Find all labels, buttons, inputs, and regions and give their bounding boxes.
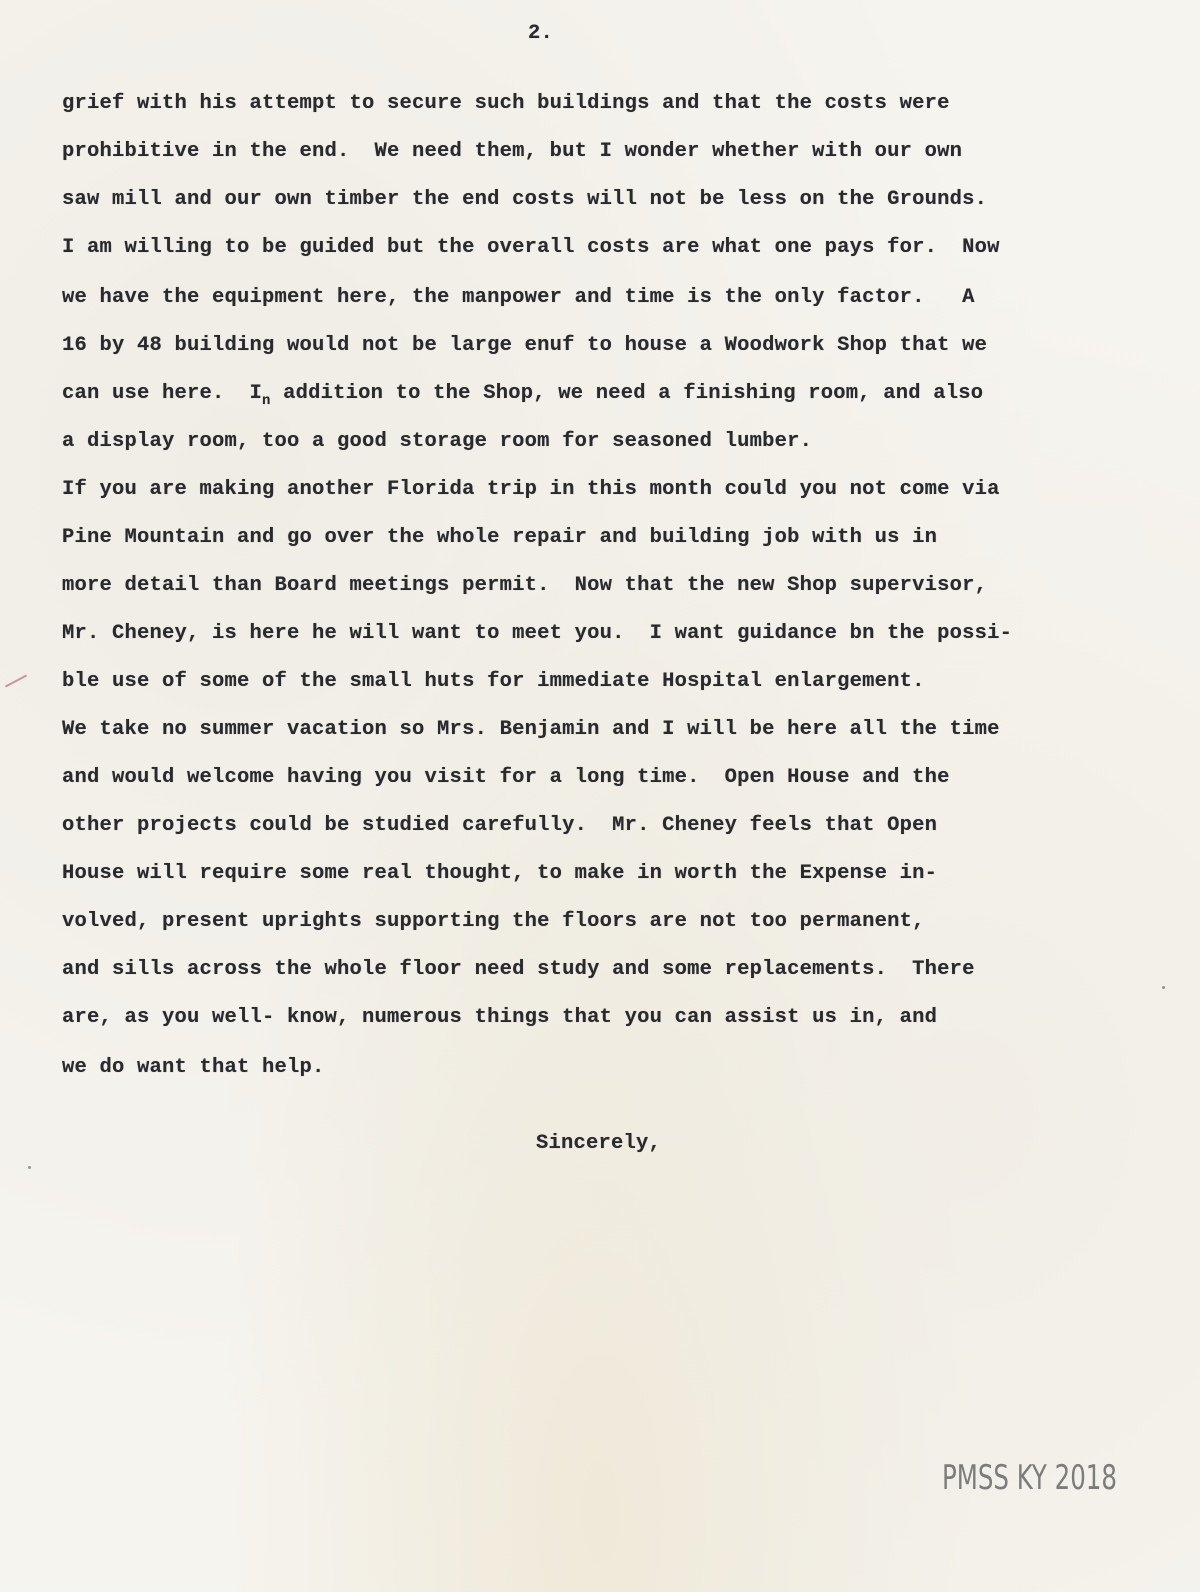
body-line: are, as you well- know, numerous things that you can assist us in, and bbox=[62, 1006, 938, 1029]
body-line-start: can use here. bbox=[62, 382, 250, 405]
body-line: I am willing to be guided but the overall costs are what one pays for. Now bbox=[62, 236, 1000, 259]
body-line: we have the equipment here, the manpower and time is the only factor. A bbox=[62, 286, 975, 309]
body-line: 16 by 48 building would not be large enuf to house a Woodwork Shop that we bbox=[62, 334, 988, 357]
body-line: volved, present uprights supporting the floors are not too permanent, bbox=[62, 910, 925, 933]
paper-speck bbox=[28, 1166, 31, 1169]
body-line: more detail than Board meetings permit. Now that the new Shop supervisor, bbox=[62, 574, 988, 597]
body-line: Mr. Cheney, is here he will want to meet you. I want guidance bn the possi- bbox=[62, 622, 1013, 645]
page-number: 2. bbox=[528, 22, 554, 45]
body-line: and would welcome having you visit for a long time. Open House and the bbox=[62, 766, 950, 789]
body-line: saw mill and our own timber the end costs will not be less on the Grounds. bbox=[62, 188, 988, 211]
body-line: other projects could be studied carefully. Mr. Cheney feels that Open bbox=[62, 814, 938, 837]
typo-capital-i: I bbox=[249, 382, 263, 405]
body-line: prohibitive in the end. We need them, but I wonder whether with our own bbox=[62, 140, 963, 163]
body-line bbox=[62, 382, 983, 409]
paper-speck bbox=[1162, 986, 1165, 989]
body-line: we do want that help. bbox=[62, 1056, 325, 1079]
body-line: grief with his attempt to secure such buildings and that the costs were bbox=[62, 92, 950, 115]
body-line: Pine Mountain and go over the whole repair and building job with us in bbox=[62, 526, 938, 549]
sign-off: Sincerely, bbox=[536, 1132, 662, 1155]
archive-watermark: PMSS KY 2018 bbox=[942, 1458, 1117, 1498]
body-line-rest: addition to the Shop, we need a finishing room, and also bbox=[270, 382, 984, 405]
body-line: If you are making another Florida trip in this month could you not come via bbox=[62, 478, 1000, 501]
pen-mark bbox=[5, 674, 27, 687]
body-line: and sills across the whole floor need study and some replacements. There bbox=[62, 958, 975, 981]
body-line: a display room, too a good storage room for seasoned lumber. bbox=[62, 430, 813, 453]
body-line: House will require some real thought, to make in worth the Expense in- bbox=[62, 862, 938, 885]
typo-subscript-n: n bbox=[262, 393, 271, 409]
body-line: ble use of some of the small huts for immediate Hospital enlargement. bbox=[62, 670, 925, 693]
body-line: We take no summer vacation so Mrs. Benjamin and I will be here all the time bbox=[62, 718, 1000, 741]
